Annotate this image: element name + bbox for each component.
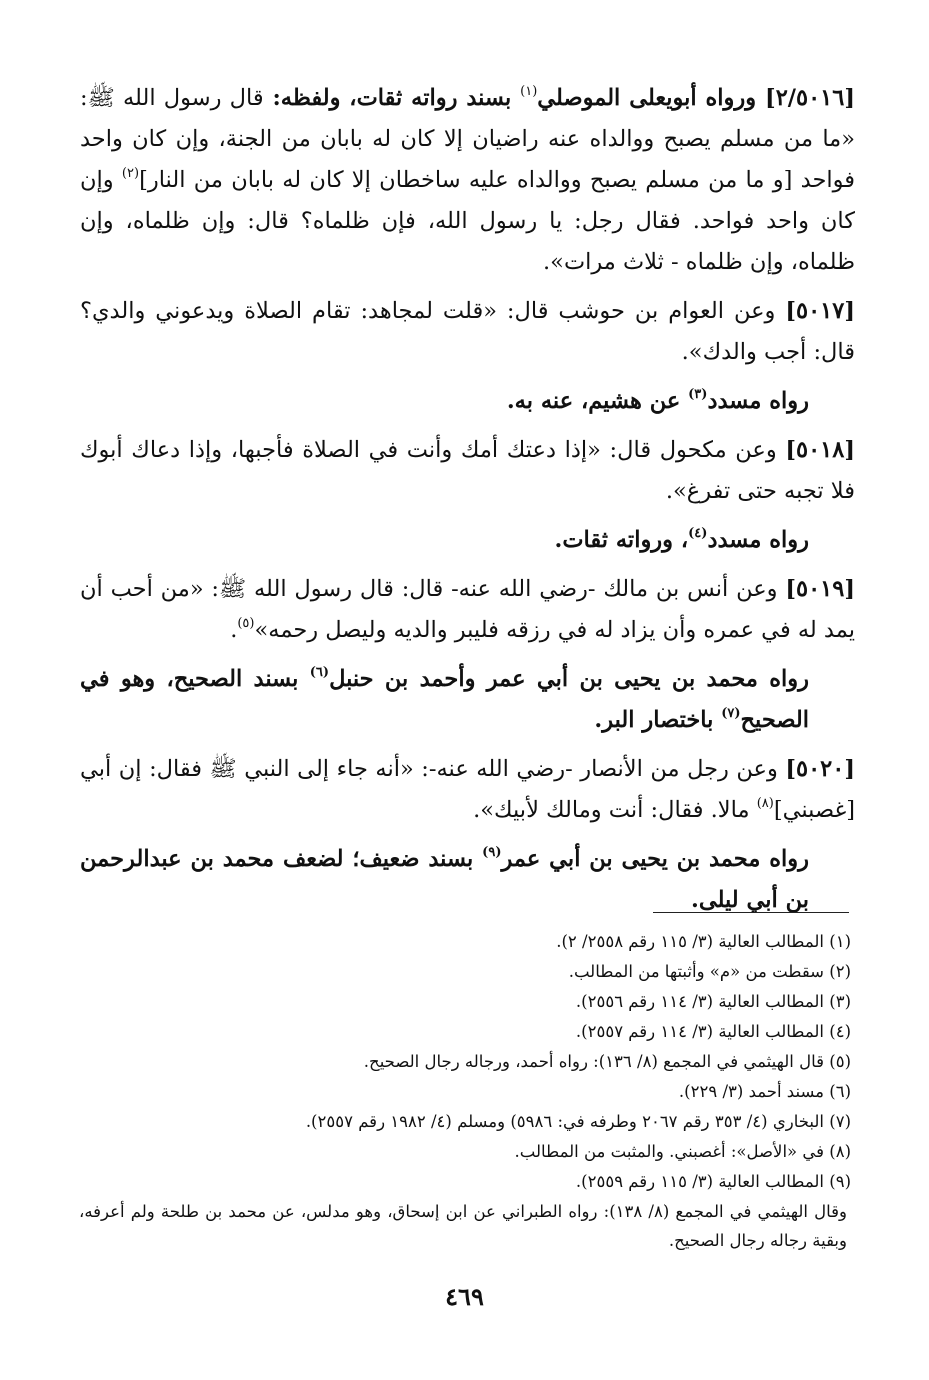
footnotes (79, 927, 851, 1255)
hadith-5019 (80, 569, 855, 651)
footnote-ref[interactable]: (٦) (309, 664, 330, 680)
footnote: (٤) المطالب العالية (٣/ ١١٤ رقم ٢٥٥٧). (575, 1022, 851, 1041)
note-text: رواه مسدد (707, 388, 809, 414)
footnote: (٩) المطالب العالية (٣/ ١١٥ رقم ٢٥٥٩). (575, 1172, 851, 1191)
narration-note (80, 839, 855, 921)
narration-note (80, 659, 855, 741)
narration-note (80, 381, 855, 422)
footnote-ref[interactable]: (٥) (237, 615, 255, 631)
entry-number: [٥٠١٨] (785, 437, 855, 463)
footnote: (٦) مسند أحمد (٣/ ٢٢٩). (678, 1082, 851, 1101)
note-text: رواه مسدد (707, 527, 809, 553)
chain-text: بسند رواته ثقات، ولفظه: (263, 85, 521, 111)
note-text: ، ورواته ثقات. (554, 527, 689, 553)
footnote-ref[interactable]: (١) (520, 83, 538, 99)
hadith-body: وعن أنس بن مالك -رضي الله عنه- قال: قال رسول الله ﷺ: «من أحب أن يمد له في عمره وأن يزاد له في رزقه فليبر والديه وليصل رحمه» (80, 576, 855, 643)
narrator-text: ورواه أبويعلى الموصلي (537, 85, 766, 111)
entry-number: [٥٠٢٠] (785, 756, 855, 782)
footnote: (٧) البخاري (٤/ ٣٥٣ رقم ٢٠٦٧ وطرفه في: ٥٩٨٦) ومسلم (٤/ ١٩٨٢ رقم ٢٥٥٧). (305, 1112, 851, 1131)
hadith-5020 (80, 749, 855, 831)
hadith-body-tail: وإن كان واحد فواحد. فقال رجل: يا رسول الله، فإن ظلماه؟ قال: وإن ظلماه، وإن ظلماه، وإن ظلماه - ثلاث مرات». (80, 167, 855, 275)
note-text: باختصار البر. (594, 707, 722, 733)
entry-number: [٥٠١٩] (785, 576, 855, 602)
narration-note (80, 520, 855, 561)
hadith-5017 (80, 291, 855, 373)
footnote-ref[interactable]: (٤) (688, 525, 708, 541)
footnote-ref[interactable]: (٧) (721, 705, 741, 721)
hadith-5016 (80, 78, 855, 283)
footnote: (٢) سقطت من «م» وأثبتها من المطالب. (568, 962, 851, 981)
hadith-end: مالا. فقال: أنت ومالك لأبيك». (473, 797, 757, 823)
footnote: (٥) قال الهيثمي في المجمع (٨/ ١٣٦): رواه أحمد، ورجاله رجال الصحيح. (363, 1052, 851, 1071)
footnote: (١) المطالب العالية (٣/ ١١٥ رقم ٢٥٥٨/ ٢). (556, 932, 851, 951)
footnote-ref[interactable]: (٩) (482, 844, 502, 860)
footnote-ref[interactable]: (٢) (121, 165, 140, 181)
footnote-ref[interactable]: (٣) (688, 386, 708, 402)
footnote: (٣) المطالب العالية (٣/ ١١٤ رقم ٢٥٥٦). (575, 992, 851, 1011)
hadith-body: قال رسول الله ﷺ: «ما من مسلم يصبح ووالداه عنه راضيان إلا كان له بابان من الجنة، وإن كان واحد فواحد [و ما من مسلم يصبح ووالداه عليه ساخطان إلا كان له بابان من النار] (80, 85, 855, 193)
note-text: رواه محمد بن يحيى بن أبي عمر (501, 846, 810, 872)
footnote-separator (653, 912, 849, 913)
footnote-continuation: وقال الهيثمي في المجمع (٨/ ١٣٨): رواه الطبراني عن ابن إسحاق، وهو مدلس، عن محمد بن طلحة ولم أعرفه، وبقية رجاله رجال الصحيح. (79, 1202, 847, 1250)
entry-number: [٢/٥٠١٦] (765, 85, 856, 111)
note-text: بسند ضعيف؛ لضعف محمد بن عبدالرحمن بن أبي ليلى. (80, 846, 809, 913)
footnote: (٨) في «الأصل»: أغصبني. والمثبت من المطالب. (514, 1142, 851, 1161)
hadith-5018 (80, 430, 855, 512)
page-number: ٤٦٩ (445, 1282, 484, 1311)
note-text: رواه محمد بن يحيى بن أبي عمر وأحمد بن حنبل (329, 666, 809, 692)
hadith-body: وعن مكحول قال: «إذا دعتك أمك وأنت في الصلاة فأجبها، وإذا دعاك أبوك فلا تجبه حتى تفرغ». (80, 437, 855, 504)
hadith-end: . (230, 617, 238, 643)
hadith-body: وعن العوام بن حوشب قال: «قلت لمجاهد: تقام الصلاة ويدعوني والدي؟ قال: أجب والدك». (80, 298, 855, 365)
hadith-body: وعن رجل من الأنصار -رضي الله عنه-: «أنه جاء إلى النبي ﷺ فقال: إن أبي [غصبني] (80, 756, 855, 823)
note-text: بسند الصحيح، وهو في الصحيح (80, 666, 809, 733)
entry-number: [٥٠١٧] (785, 298, 855, 324)
note-text: عن هشيم، عنه به. (506, 388, 689, 414)
footnote-ref[interactable]: (٨) (756, 795, 774, 811)
